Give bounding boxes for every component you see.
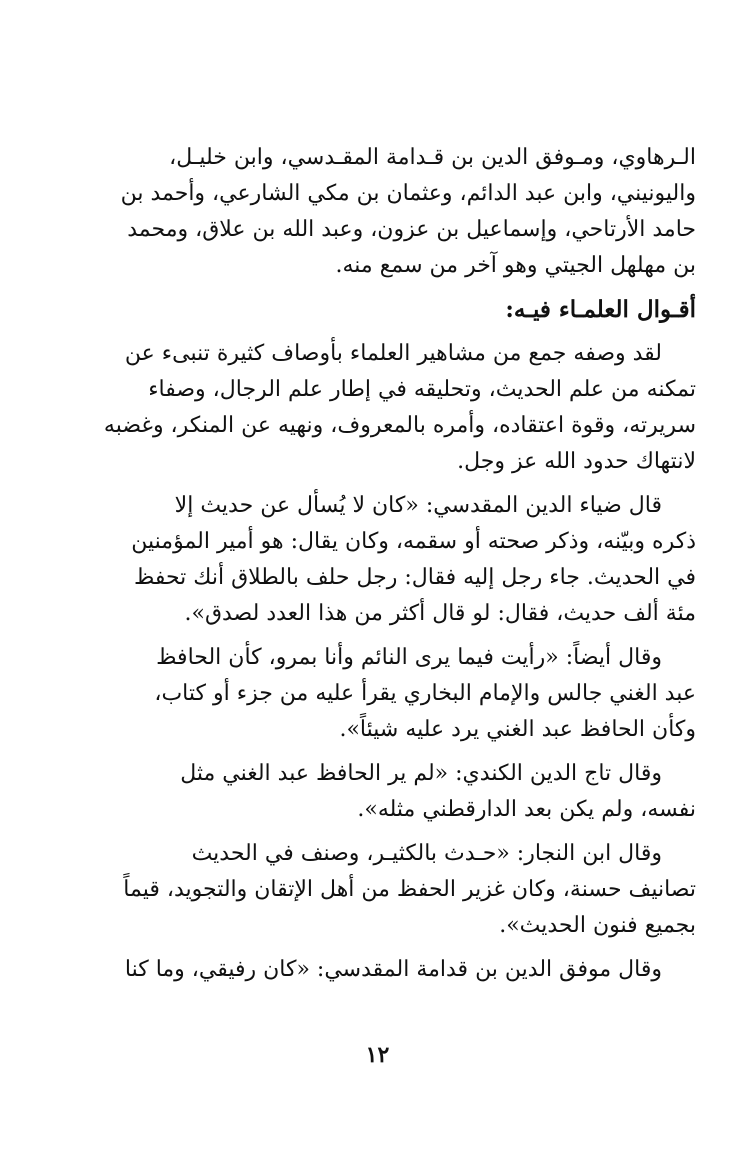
text-line: لقد وصفه جمع من مشاهير العلماء بأوصاف كثيرة تنبىء عن: [124, 341, 662, 366]
text-line: وقال أيضاً: «رأيت فيما يرى النائم وأنا بمرو، كأن الحافظ: [156, 645, 662, 670]
body-text: [88, 140, 696, 988]
text-line: لانتهاك حدود الله عز وجل.: [457, 449, 696, 474]
paragraph-gap: [88, 284, 696, 292]
paragraph-gap: [88, 748, 696, 756]
text-line: وقال تاج الدين الكندي: «لم ير الحافظ عبد الغني مثل: [180, 761, 662, 786]
text-line: في الحديث. جاء رجل إليه فقال: رجل حلف بالطلاق أنك تحفظ: [133, 565, 696, 590]
text-line: سريرته، وقوة اعتقاده، وأمره بالمعروف، ونهيه عن المنكر، وغضبه: [103, 413, 696, 438]
text-line: مئة ألف حديث، فقال: لو قال أكثر من هذا العدد لصدق».: [184, 601, 696, 626]
text-line: بجميع فنون الحديث».: [499, 913, 696, 938]
text-line: بن مهلهل الجيتي وهو آخر من سمع منه.: [335, 253, 696, 278]
paragraph-gap: [88, 632, 696, 640]
text-line: وقال ابن النجار: «حـدث بالكثيـر، وصنف في الحديث: [191, 841, 662, 866]
text-line: قال ضياء الدين المقدسي: «كان لا يُسأل عن حديث إلا: [174, 493, 662, 518]
paragraph-gap: [88, 328, 696, 336]
text-line: وقال موفق الدين بن قدامة المقدسي: «كان رفيقي، وما كنا: [124, 957, 662, 982]
paragraph-gap: [88, 480, 696, 488]
text-line: تمكنه من علم الحديث، وتحليقه في إطار علم الرجال، وصفاء: [148, 377, 696, 402]
text-line: عبد الغني جالس والإمام البخاري يقرأ عليه من جزء أو كتاب،: [154, 681, 696, 706]
page-number: ١٢: [365, 1042, 390, 1068]
text-line: ذكره وبيّنه، وذكر صحته أو سقمه، وكان يقال: هو أمير المؤمنين: [131, 529, 696, 554]
text-line: واليونيني، وابن عبد الدائم، وعثمان بن مكي الشارعي، وأحمد بن: [120, 181, 696, 206]
text-line: نفسه، ولم يكن بعد الدارقطني مثله».: [357, 797, 696, 822]
text-line: وكأن الحافظ عبد الغني يرد عليه شيئاً».: [339, 717, 696, 742]
text-line: تصانيف حسنة، وكان غزير الحفظ من أهل الإتقان والتجويد، قيماً: [123, 877, 696, 902]
text-line: الـرهاوي، ومـوفق الدين بن قـدامة المقـدسي، وابن خليـل،: [169, 145, 696, 170]
text-line: حامد الأرتاحي، وإسماعيل بن عزون، وعبد الله بن علاق، ومحمد: [127, 217, 696, 242]
section-heading: أقـوال العلمـاء فيـه:: [505, 296, 696, 323]
paragraph-gap: [88, 944, 696, 952]
paragraph-gap: [88, 828, 696, 836]
